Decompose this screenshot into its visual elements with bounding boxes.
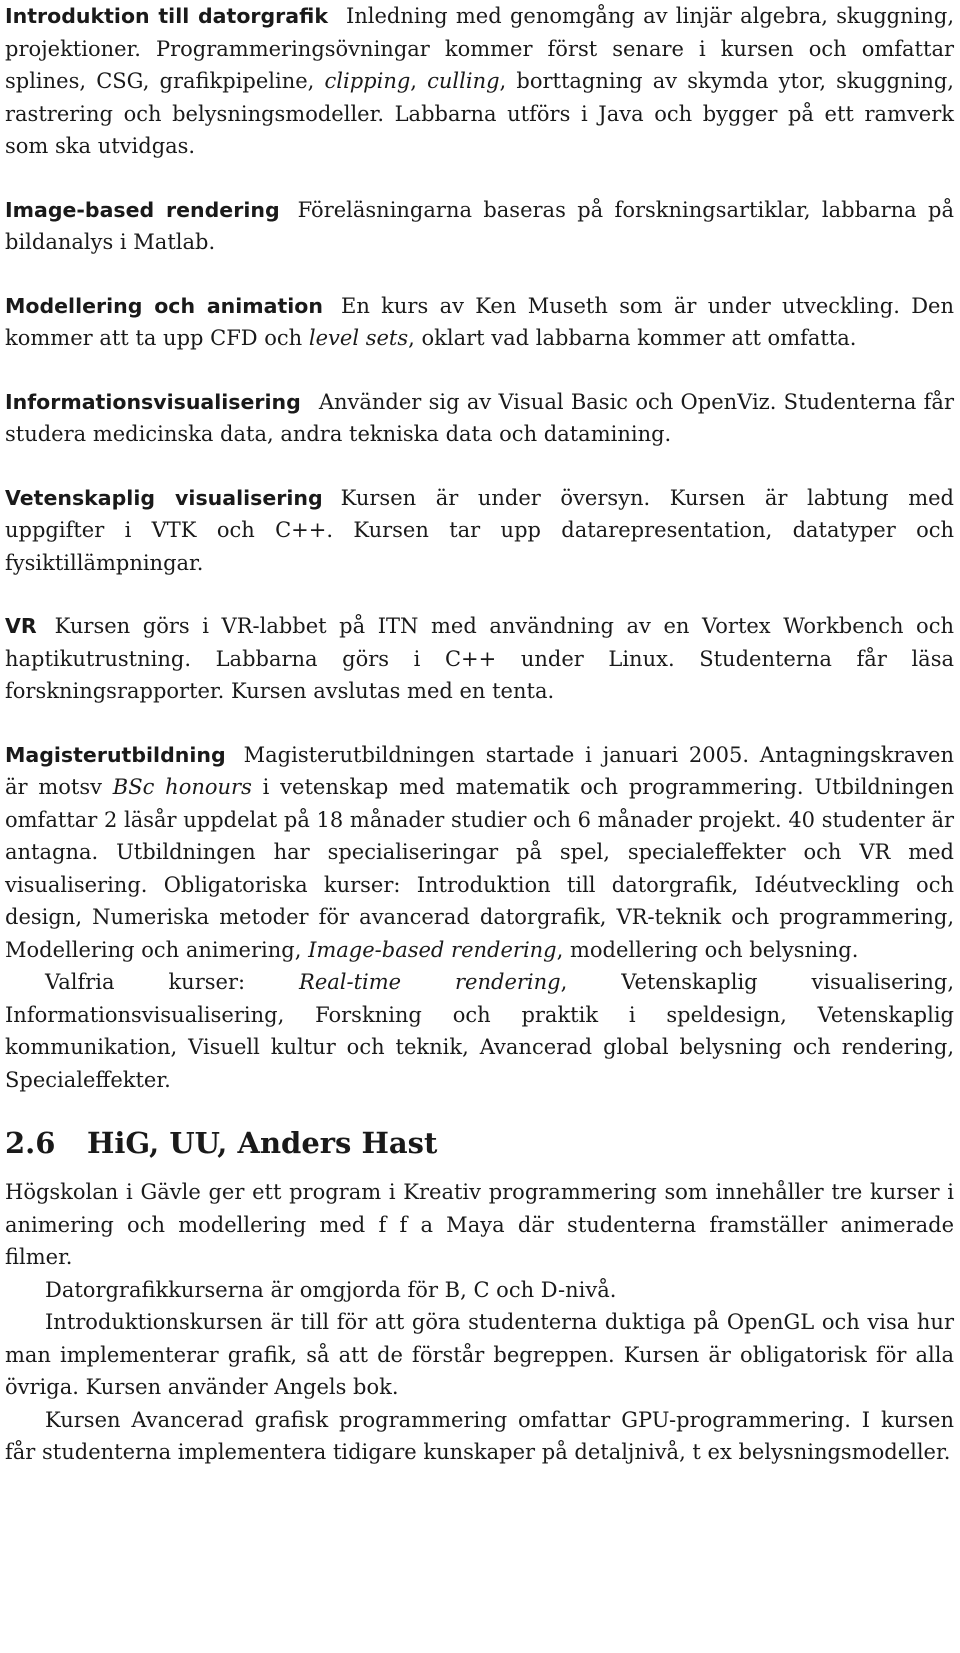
entry-text: Använder sig av Visual Basic och OpenViz. Studenterna får studera medicinska data, andra tekniska data och datamining. [5,389,954,446]
entry-text: Magisterutbildningen startade i januari 2005. Antagningskraven är motsv [5,742,954,799]
entry-informationsvisualisering [5,386,954,451]
entry-image-based-rendering [5,194,954,259]
paragraph: Högskolan i Gävle ger ett program i Kreativ programmering som innehåller tre kurser i animering och modellering med f f a Maya där studenterna framställer animerade filmer. [5,1180,954,1269]
entry-term: Informationsvisualisering [5,389,301,414]
paragraph: Kursen Avancerad grafisk programmering omfattar GPU-programmering. I kursen får studenterna implementera tidigare kunskaper på detaljnivå, t ex belysningsmodeller. [5,1407,954,1464]
paragraph: Introduktionskursen är till för att göra studenterna duktiga på OpenGL och visa hur man implementerar grafik, så att de förstår begreppen. Kursen är obligatorisk för alla övriga. Kursen använder Angels bok. [5,1310,954,1399]
paragraph-emphasis: Real-time rendering [299,970,561,994]
entry-text: , oklart vad labbarna kommer att omfatta. [408,326,857,350]
entry-vr [5,610,954,708]
entry-text: , modellering och belysning. [556,937,859,962]
entry-emphasis: clipping [324,69,411,93]
paragraph: Datorgrafikkurserna är omgjorda för B, C och D-nivå. [45,1277,617,1302]
entry-text: En kurs av Ken Museth som är under utveckling. Den kommer att ta upp CFD och [5,293,954,350]
entry-text: Inledning med genomgång av linjär algebra, skuggning, projektioner. Programmeringsövningar kommer först senare i kursen och omfattar splines, CSG, grafikpipeline, [5,4,954,93]
entry-text: i vetenskap med matematik och programmering. Utbildningen omfattar 2 läsår uppdelat på 18 månader studier och 6 månader projekt. 40 studenter är antagna. Utbildningen har specialiseringar på spel, specialeffekter och VR med visualisering. Obligatoriska kurser: Introduktion till datorgrafik, Idéutveckling och design, Numeriska metoder för avancerad datorgrafik, VR-teknik och programmering, Modellering och animering, [5,775,955,962]
entry-term: Image-based rendering [5,197,280,222]
entry-emphasis: Image-based rendering [308,937,557,962]
entry-text: Kursen är under översyn. Kursen är labtung med uppgifter i VTK och C++. Kursen tar upp datarepresentation, datatyper och fysiktillämpningar. [5,485,954,575]
entry-magisterutbildning [5,739,954,967]
section-heading [5,1124,954,1162]
entry-text: , borttagning av skymda ytor, skuggning, rastrering och belysningsmodeller. Labbarna utförs i Java och bygger på ett ramverk som ska utvidgas. [5,69,954,158]
entry-introduktion [5,0,954,163]
entry-term: Introduktion till datorgrafik [5,4,328,28]
paragraph-text: , Vetenskaplig visualisering, Informationsvisualisering, Forskning och praktik i speldesign, Vetenskaplig kommunikation, Visuell kultur och teknik, Avancerad global belysning och rendering, Specialeffekter. [5,970,954,1092]
entry-term: Magisterutbildning [5,742,226,767]
entry-emphasis: level sets [308,326,409,350]
paragraph-valfria-kurser [5,966,954,1096]
entry-text: Föreläsningarna baseras på forskningsartiklar, labbarna på bildanalys i Matlab. [5,197,954,254]
paragraph-text: Valfria kurser: [45,970,300,994]
entry-text: , [410,69,428,93]
entry-emphasis: culling [427,69,500,93]
section-number: 2.6 [5,1126,56,1160]
entry-text: Kursen görs i VR-labbet på ITN med användning av en Vortex Workbench och haptikutrustning. Labbarna görs i C++ under Linux. Studenterna får läsa forskningsrapporter. Kursen avslutas med en tenta. [5,614,954,703]
entry-emphasis: BSc honours [112,775,252,799]
entry-modellering-och-animation [5,290,954,355]
section-title: HiG, UU, Anders Hast [87,1126,438,1160]
entry-term: Modellering och animation [5,293,323,318]
entry-term: Vetenskaplig visualisering [5,485,323,510]
entry-vetenskaplig-visualisering [5,482,954,580]
entry-term: VR [5,614,37,638]
